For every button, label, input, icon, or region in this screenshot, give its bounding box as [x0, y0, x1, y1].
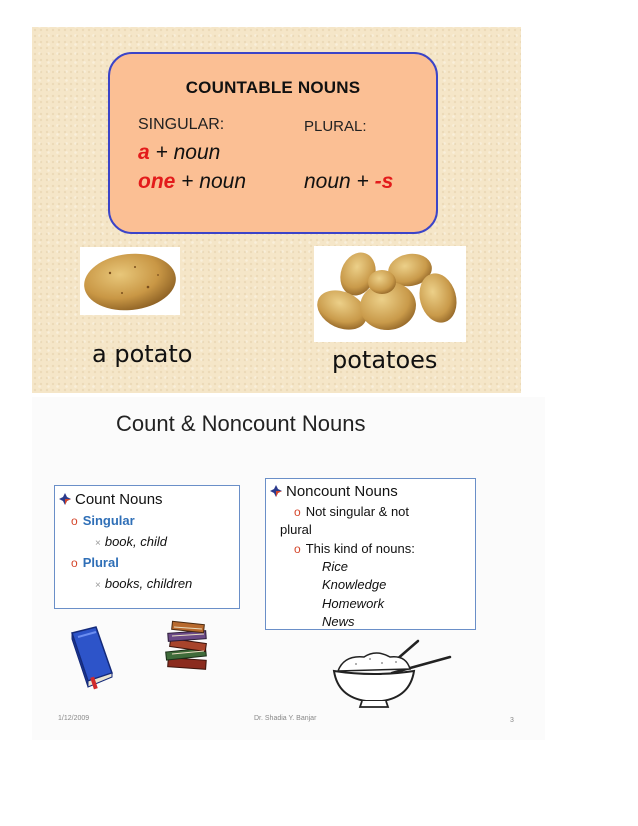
count-singular [71, 513, 135, 528]
slide-countable-nouns [32, 27, 521, 393]
rule-plural-base: noun + [304, 170, 375, 193]
rule-plural [304, 170, 393, 194]
slide-count-noncount [32, 397, 545, 740]
rule-a-noun [138, 141, 220, 165]
caption-singular: a potato [92, 340, 193, 368]
four-point-arrow-icon [270, 485, 282, 497]
rice-bowl-icon [330, 637, 454, 711]
count-plural [71, 555, 119, 570]
caption-plural: potatoes [332, 346, 438, 374]
books-stack-icon [162, 619, 212, 673]
rule-box [108, 52, 438, 234]
singular-label: SINGULAR: [138, 116, 225, 133]
rule-one-rest: + noun [175, 170, 246, 193]
circle-bullet-icon: o [294, 542, 301, 556]
four-point-arrow-icon [59, 493, 71, 505]
footer-date: 1/12/2009 [58, 715, 90, 722]
noncount-nouns-panel [265, 478, 476, 630]
count-plural-example-text: books, children [104, 576, 193, 591]
noncount-nouns-label: Noncount Nouns [286, 483, 398, 500]
noncount-nouns-heading [270, 483, 398, 500]
count-nouns-label: Count Nouns [75, 491, 163, 508]
potatoes-pile-image [314, 246, 466, 342]
circle-bullet-icon: o [71, 556, 78, 570]
x-bullet-icon: × [95, 538, 101, 549]
rule-one-noun [138, 170, 246, 194]
circle-bullet-icon: o [71, 514, 78, 528]
article-a: a [138, 141, 150, 164]
footer-author: Dr. Shadia Y. Banjar [254, 715, 317, 722]
noncount-example: Knowledge [322, 577, 387, 592]
noncount-example: Homework [322, 596, 385, 611]
article-one: one [138, 170, 176, 193]
plural-suffix: -s [374, 170, 394, 193]
count-plural-example [95, 576, 192, 591]
slide2-title: Count & Noncount Nouns [116, 411, 366, 436]
count-plural-label: Plural [82, 555, 119, 570]
noncount-point1-line1: Not singular & not [305, 504, 410, 519]
count-singular-example-text: book, child [104, 534, 167, 549]
circle-bullet-icon: o [294, 505, 301, 519]
noncount-point1-line2: plural [280, 522, 312, 537]
plural-label: PLURAL: [304, 118, 367, 135]
noncount-point2-text: This kind of nouns: [305, 541, 415, 556]
footer-page-number: 3 [510, 717, 514, 724]
rule-title: COUNTABLE NOUNS [185, 78, 361, 97]
count-singular-example [95, 534, 167, 549]
single-potato-image [80, 247, 180, 315]
noncount-example: Rice [322, 559, 349, 574]
potatoes-icon [314, 246, 466, 342]
noncount-example: News [322, 614, 355, 629]
count-nouns-panel [54, 485, 240, 609]
x-bullet-icon: × [95, 580, 101, 591]
noncount-point2 [294, 541, 415, 556]
potato-icon [80, 247, 180, 315]
count-nouns-heading [59, 491, 163, 508]
book-icon [66, 625, 116, 691]
count-singular-label: Singular [82, 513, 135, 528]
rule-a-rest: + noun [149, 141, 221, 164]
noncount-point1 [294, 504, 409, 519]
